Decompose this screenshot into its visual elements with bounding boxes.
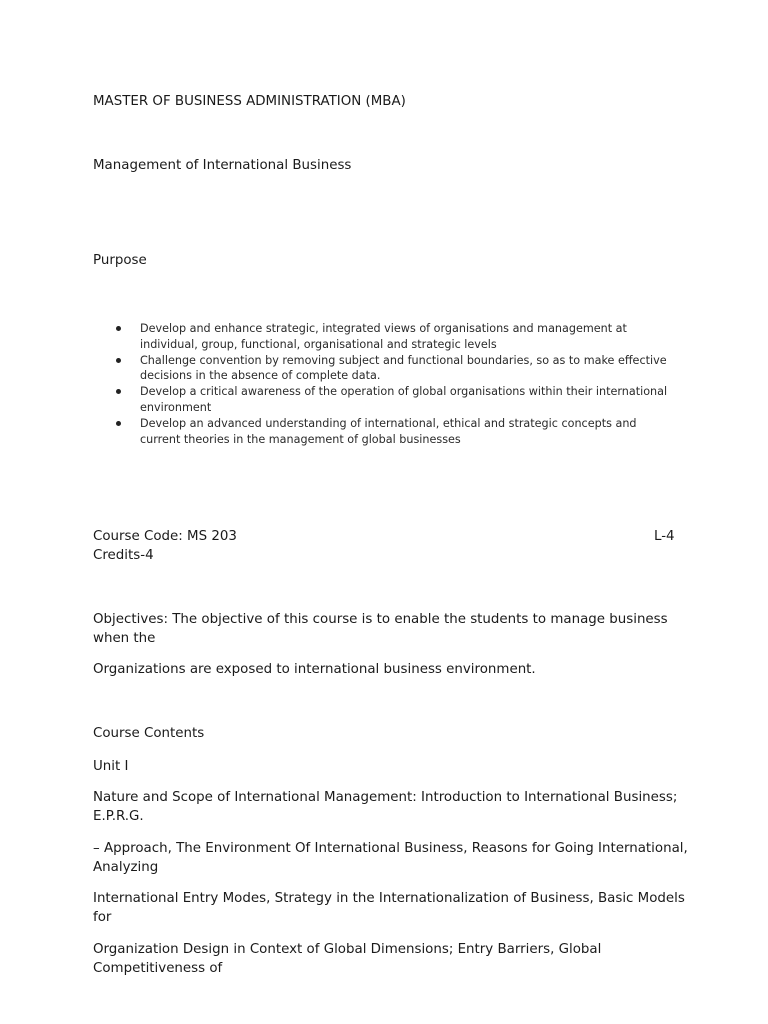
- contents-paragraph: International Entry Modes, Strategy in the Internationalization of Business, Basic Models for: [93, 891, 685, 925]
- bullet-icon: [116, 326, 121, 331]
- bullet-icon: [116, 421, 121, 426]
- list-item: [112, 416, 672, 448]
- contents-paragraph: Nature and Scope of International Management: Introduction to International Business; E.P.R.G.: [93, 790, 678, 824]
- bullet-icon: [116, 358, 121, 363]
- objectives-continuation: Organizations are exposed to international business environment.: [93, 662, 536, 677]
- lecture-hours: L-4: [654, 529, 675, 544]
- bullet-text: Develop a critical awareness of the operation of global organisations within their international environment: [140, 385, 668, 414]
- course-contents-heading: Course Contents: [93, 726, 205, 741]
- contents-paragraph: Organization Design in Context of Global Dimensions; Entry Barriers, Global Competitiveness of: [93, 942, 602, 976]
- list-item: [112, 384, 672, 416]
- unit-heading: Unit I: [93, 759, 129, 774]
- list-item: [112, 353, 672, 385]
- purpose-heading: Purpose: [93, 253, 147, 268]
- objectives-text: Objectives: The objective of this course is to enable the students to manage business when the: [93, 612, 668, 646]
- course-code: Course Code: MS 203: [93, 529, 237, 544]
- list-item: [112, 321, 672, 353]
- course-title: Management of International Business: [93, 158, 352, 173]
- contents-paragraph: – Approach, The Environment Of International Business, Reasons for Going International, Analyzing: [93, 841, 688, 875]
- bullet-text: Develop and enhance strategic, integrated views of organisations and management at individual, group, functional, organisational and strategic levels: [140, 322, 627, 351]
- purpose-bullet-list: [112, 321, 672, 447]
- program-title: MASTER OF BUSINESS ADMINISTRATION (MBA): [93, 94, 406, 109]
- bullet-text: Develop an advanced understanding of international, ethical and strategic concepts and current theories in the management of global businesses: [140, 416, 637, 446]
- credits: Credits-4: [93, 548, 154, 563]
- bullet-icon: [116, 389, 121, 394]
- bullet-text: Challenge convention by removing subject and functional boundaries, so as to make effective decisions in the absence of complete data.: [140, 353, 667, 383]
